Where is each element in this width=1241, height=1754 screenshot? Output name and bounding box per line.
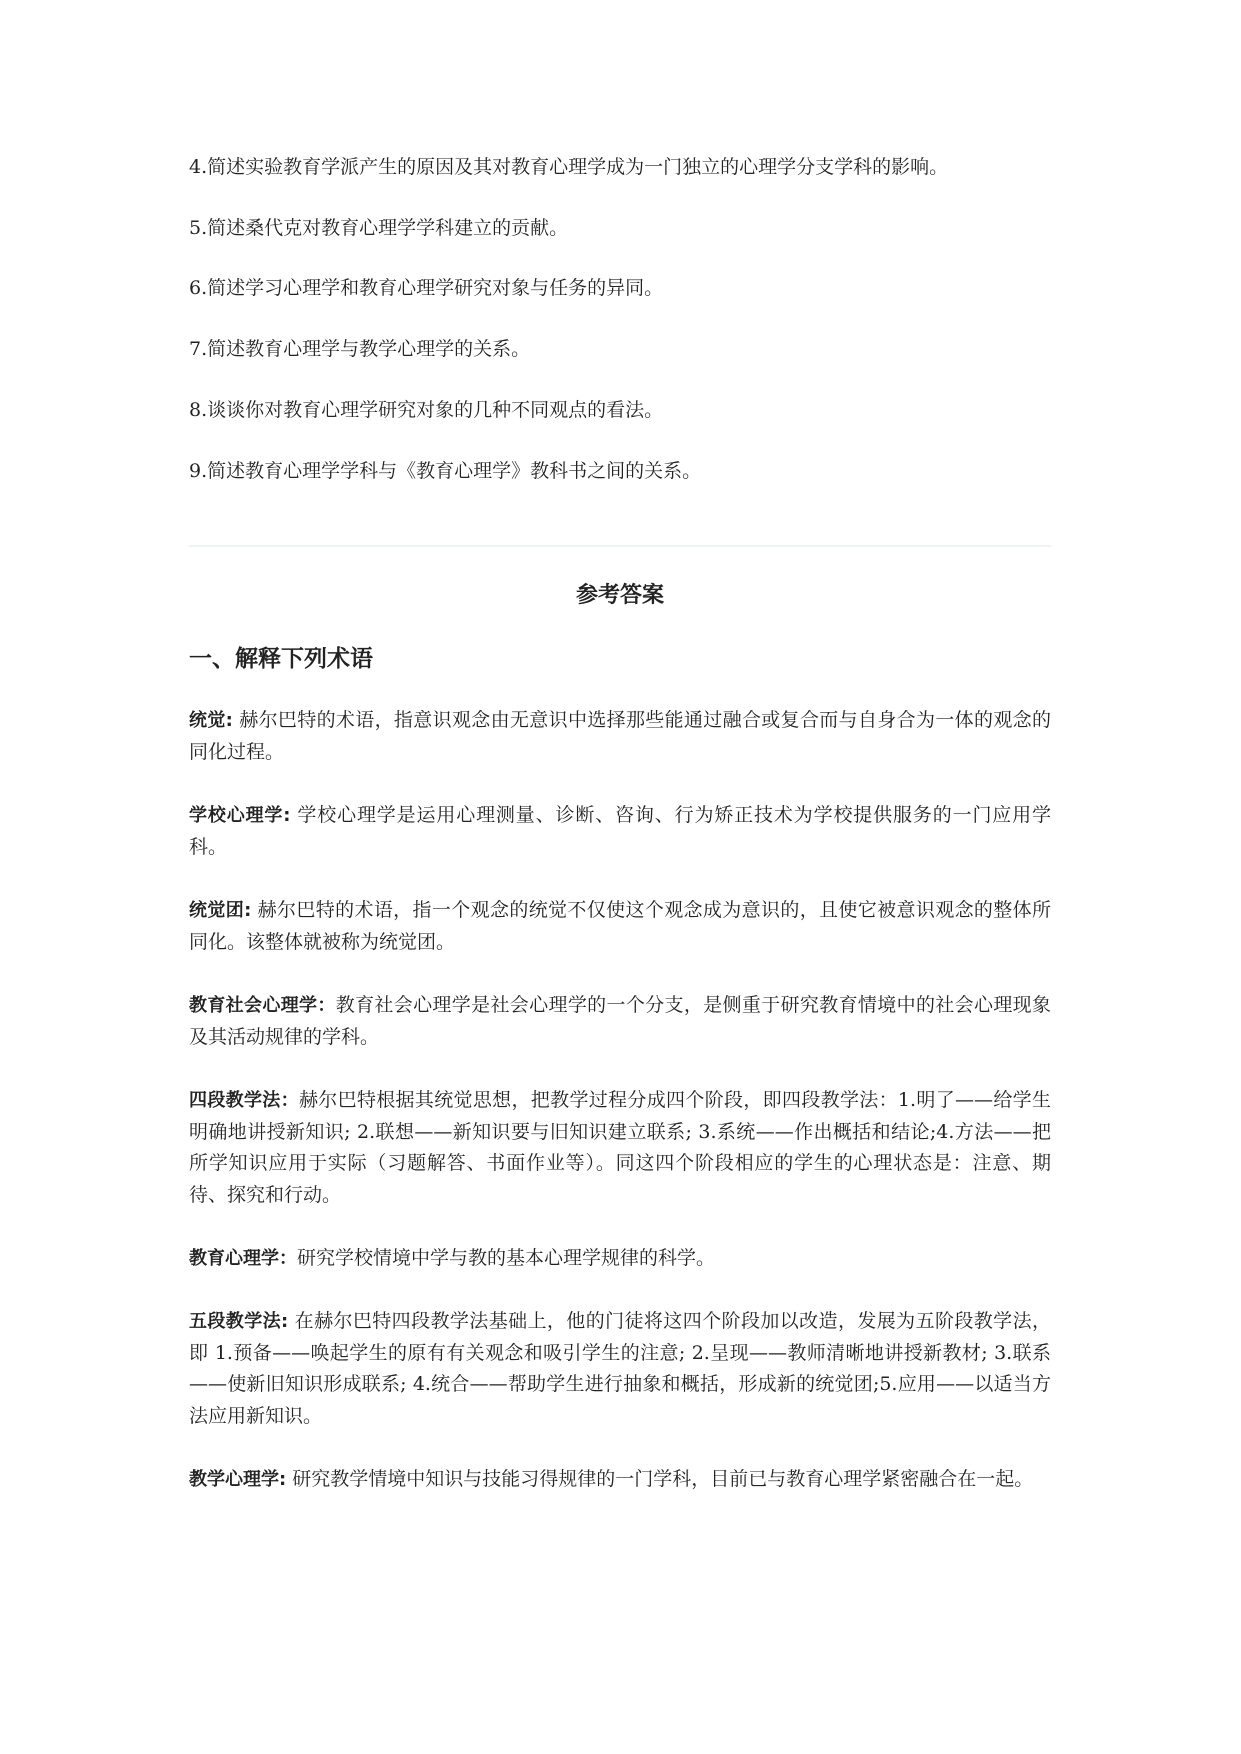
term-entry (189, 895, 1051, 958)
question-item: 9.简述教育心理学学科与《教育心理学》教科书之间的关系。 (189, 460, 702, 482)
term-definition: 学校心理学是运用心理测量、诊断、咨询、行为矫正技术为学校提供服务的一门应用学科。 (189, 804, 1052, 858)
term-name: 教学心理学: (189, 1469, 287, 1490)
term-definition: 赫尔巴特的术语，指意识观念由无意识中选择那些能通过融合或复合而与自身合为一体的观念的同化过程。 (189, 709, 1051, 763)
term-name: 教育心理学： (189, 1248, 297, 1269)
term-entry (189, 705, 1051, 768)
term-name: 四段教学法： (189, 1090, 299, 1111)
term-entry (189, 1464, 1051, 1496)
term-name: 教育社会心理学： (189, 995, 336, 1016)
term-name: 统觉团: (189, 900, 252, 921)
term-definition: 研究教学情境中知识与技能习得规律的一门学科，目前已与教育心理学紧密融合在一起。 (286, 1468, 1034, 1490)
term-entry (189, 990, 1051, 1053)
term-name: 五段教学法: (189, 1311, 289, 1332)
term-entry (189, 1085, 1051, 1211)
term-definition: 教育社会心理学是社会心理学的一个分支，是侧重于研究教育情境中的社会心理现象及其活动规律的学科。 (189, 994, 1051, 1048)
term-definition: 在赫尔巴特四段教学法基础上，他的门徒将这四个阶段加以改造，发展为五阶段教学法，即 1.预备——唤起学生的原有有关观念和吸引学生的注意; 2.呈现——教师清晰地讲授新教材; 3.联系——使新旧知识形成联系; 4.统合——帮助学生进行抽象和概括，形成新的统觉团;5.应用——以适当方法应用新知识。 (189, 1310, 1051, 1427)
question-item: 8.谈谈你对教育心理学研究对象的几种不同观点的看法。 (189, 399, 664, 421)
section-divider (189, 545, 1051, 547)
term-entry (189, 1243, 1051, 1275)
question-item: 7.简述教育心理学与教学心理学的关系。 (189, 338, 531, 360)
term-entry (189, 800, 1051, 863)
term-definition: 研究学校情境中学与教的基本心理学规律的科学。 (297, 1247, 716, 1269)
answers-title: 参考答案 (575, 583, 664, 608)
question-item: 6.简述学习心理学和教育心理学研究对象与任务的异同。 (189, 277, 664, 299)
term-definition: 赫尔巴特根据其统觉思想，把教学过程分成四个阶段，即四段教学法：1.明了——给学生明确地讲授新知识; 2.联想——新知识要与旧知识建立联系; 3.系统——作出概括和结论;4.方法——把所学知识应用于实际（习题解答、书面作业等）。同这四个阶段相应的学生的心理状态是：注意、期待、探究和行动。 (189, 1089, 1051, 1206)
section-title: 一、解释下列术语 (189, 646, 373, 672)
term-definition: 赫尔巴特的术语，指一个观念的统觉不仅使这个观念成为意识的，且使它被意识观念的整体所同化。该整体就被称为统觉团。 (189, 899, 1051, 953)
term-entry (189, 1306, 1051, 1432)
term-name: 统觉: (189, 710, 233, 731)
question-item: 4.简述实验教育学派产生的原因及其对教育心理学成为一门独立的心理学分支学科的影响。 (189, 156, 949, 178)
question-item: 5.简述桑代克对教育心理学学科建立的贡献。 (189, 217, 569, 239)
term-name: 学校心理学: (189, 805, 291, 826)
